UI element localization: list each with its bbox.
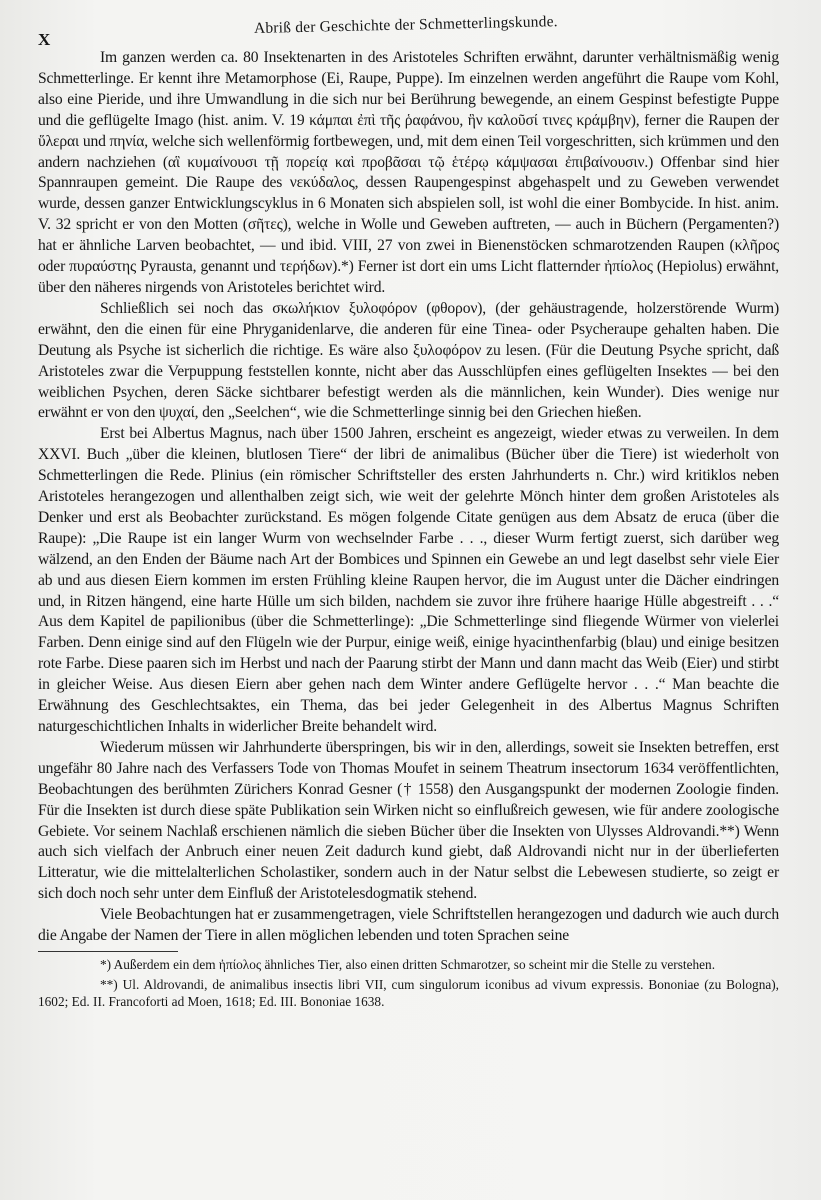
- paragraph-gesner-aldrovandi: Wiederum müssen wir Jahrhunderte überspringen, bis wir in den, allerdings, soweit sie Insekten betreffen, erst ungefähr 80 Jahre nach des Verfassers Tode von Thomas Moufet in seinem Theatrum insectorum 1634 veröffentlichten, Beobachtungen des berühmten Zürichers Konrad Gesner († 1558) den Ausgangspunkt der modernen Zoologie finden. Für die Insekten ist durch diese späte Publikation sein Wirken nicht so einflußreich gewesen, wie für andere zoologische Gebiete. Vor seinem Nachlaß erschienen nämlich die sieben Bücher über die Insekten von Ulysses Aldrovandi.**) Wenn auch sich vielfach der Anbruch einer neuen Zeit dadurch kund giebt, daß Aldrovandi nicht nur in der überlieferten Litteratur, wie die mittelalterlichen Scholastiker, sondern auch in der Natur selbst die Lebewesen studierte, so zeigt er sich doch noch sehr unter dem Einfluß der Aristotelesdogmatik stehend.: [38, 738, 779, 903]
- paragraph-psyche: Schließlich sei noch das σκωλήκιον ξυλοφόρον (φθορον), (der gehäustragende, holzerstörende Wurm) erwähnt, den die einen für eine Phryganidenlarve, die anderen für eine Tinea- oder Psycheraupe gehalten haben. Die Deutung als Psyche ist sicherlich die richtige. Es wäre also ξυλοφόρον zu lesen. (Für die Deutung Psyche spricht, daß Aristoteles zwar die Verpuppung feststellen konnte, nicht aber das Ausschlüpfen eines geflügelten Insektes — bei den weiblichen Psychen, deren Säcke sichtbarer befestigt werden als die männlichen, kein Wunder). Dies wenige nur erwähnt er von den ψυχαί, den „Seelchen“, wie die Schmetterlinge sinnig bei den Griechen hießen.: [38, 299, 779, 422]
- body-text: [38, 48, 779, 947]
- footnotes: [38, 956, 779, 1010]
- paragraph-albertus-magnus: Erst bei Albertus Magnus, nach über 1500 Jahren, erscheint es angezeigt, wieder etwas zu verweilen. In dem XXVI. Buch „über die kleinen, blutlosen Tiere“ der libri de animalibus (Bücher über die Tiere) ist wiederholt von Schmetterlingen die Rede. Plinius (ein römischer Schriftsteller des ersten Jahrhunderts n. Chr.) wird kritiklos neben Aristoteles herangezogen und allenthalben zeigt sich, wie weit der gelehrte Mönch hinter dem großen Aristoteles als Denker und erst als Beobachter zurückstand. Es mögen folgende Citate genügen aus dem Absatz de eruca (über die Raupe): „Die Raupe ist ein langer Wurm von wechselnder Farbe . . ., dieser Wurm fertigt zuerst, sich darüber weg wälzend, an den Enden der Bäume nach Art der Bombices und Spinnen ein Gewebe an und legt daselbst sehr viele Eier ab und aus diesen Eiern kommen im ersten Frühling kleine Raupen hervor, die im August unter die Dächer eindringen und, in Ritzen hängend, eine harte Hülle um sich bilden, nachdem sie zuvor ihre frühere haarige Hülle abgestreift . . .“ Aus dem Kapitel de papilionibus (über die Schmetterlinge): „Die Schmetterlinge sind fliegende Würmer von vielerlei Farben. Denn einige sind auf den Flügeln wie der Purpur, einige weiß, einige hyacinthenfarbig (blau) und einige besitzen rote Farbe. Diese paaren sich im Herbst und nach der Paarung stirbt der Mann und dann macht das Weib (Eier) und stirbt in gleicher Weise. Aus diesen Eiern aber gehen nach dem Winter andere Geflügelte hervor . . .“ Man beachte die Erwähnung des Geschlechtsaktes, ein Thema, das bei jeder Gelegenheit in des Albertus Magnus Schriften naturgeschichtlichen Inhalts in widerlicher Breite behandelt wird.: [38, 425, 779, 735]
- running-title: Abriß der Geschichte der Schmetterlingskunde.: [253, 13, 558, 37]
- footnote-divider: [38, 951, 178, 952]
- page-number: X: [38, 30, 52, 49]
- paragraph-observations: Viele Beobachtungen hat er zusammengetragen, viele Schriftstellen herangezogen und dadurch wie auch durch die Angabe der Namen der Tiere in allen möglichen lebenden und toten Sprachen seine: [38, 906, 779, 945]
- footnote-1: *) Außerdem ein dem ἠπίολος ähnliches Tier, also einen dritten Schmarotzer, so scheint mir die Stelle zu verstehen.: [100, 956, 716, 972]
- paragraph-aristoteles-insects: Im ganzen werden ca. 80 Insektenarten in des Aristoteles Schriften erwähnt, darunter verhältnismäßig wenig Schmetterlinge. Er kennt ihre Metamorphose (Ei, Raupe, Puppe). Im einzelnen werden angeführt die Raupe vom Kohl, also eine Pieride, und ihre Umwandlung in die sich nur bei Berührung bewegende, an einem Gespinst befestigte Puppe und die geflügelte Imago (hist. anim. V. 19 κάμπαι ἐπὶ τῆς ῥαφάνου, ἣν καλοῦσί τινες κράμβην), ferner die Raupen der ὕλεραι und πηνία, welche sich wellenförmig fortbewegen, und, mit dem einen Teil vorgeschritten, sich krümmen und den andern nachziehen (αἳ κυμαίνουσι τῇ πορείᾳ καὶ προβᾶσαι τῷ ἑτέρῳ κάμψασαι ἐπιβαίνουσιν.) Offenbar sind hier Spannraupen gemeint. Die Raupe des νεκύδαλος, dessen Raupengespinst abgehaspelt und zu Geweben verwendet wurde, dessen ganzer Entwicklungscyklus in 6 Monaten sich abspielen soll, ist wohl die einer Bombycide. In hist. anim. V. 32 spricht er von den Motten (σῆτες), welche in Wolle und Geweben auftreten, — auch in Büchern (Pergamenten?) hat er ähnliche Larven beobachtet, — und ibid. VIII, 27 von zwei in Bienenstöcken schmarotzenden Raupen (κλῆρος oder πυραύστης Pyrausta, genannt und τερήδων).*) Ferner ist dort ein ums Licht flatternder ἠπίολος (Hepiolus) erwähnt, über den näheres nirgends von Aristoteles berichtet wird.: [38, 49, 779, 296]
- running-head: [38, 13, 779, 49]
- footnote-2: **) Ul. Aldrovandi, de animalibus insectis libri VII, cum singulorum iconibus ad vivum expressis. Bononiae (zu Bologna), 1602; Ed. II. Francoforti ad Moen, 1618; Ed. III. Bononiae 1638.: [38, 976, 779, 1009]
